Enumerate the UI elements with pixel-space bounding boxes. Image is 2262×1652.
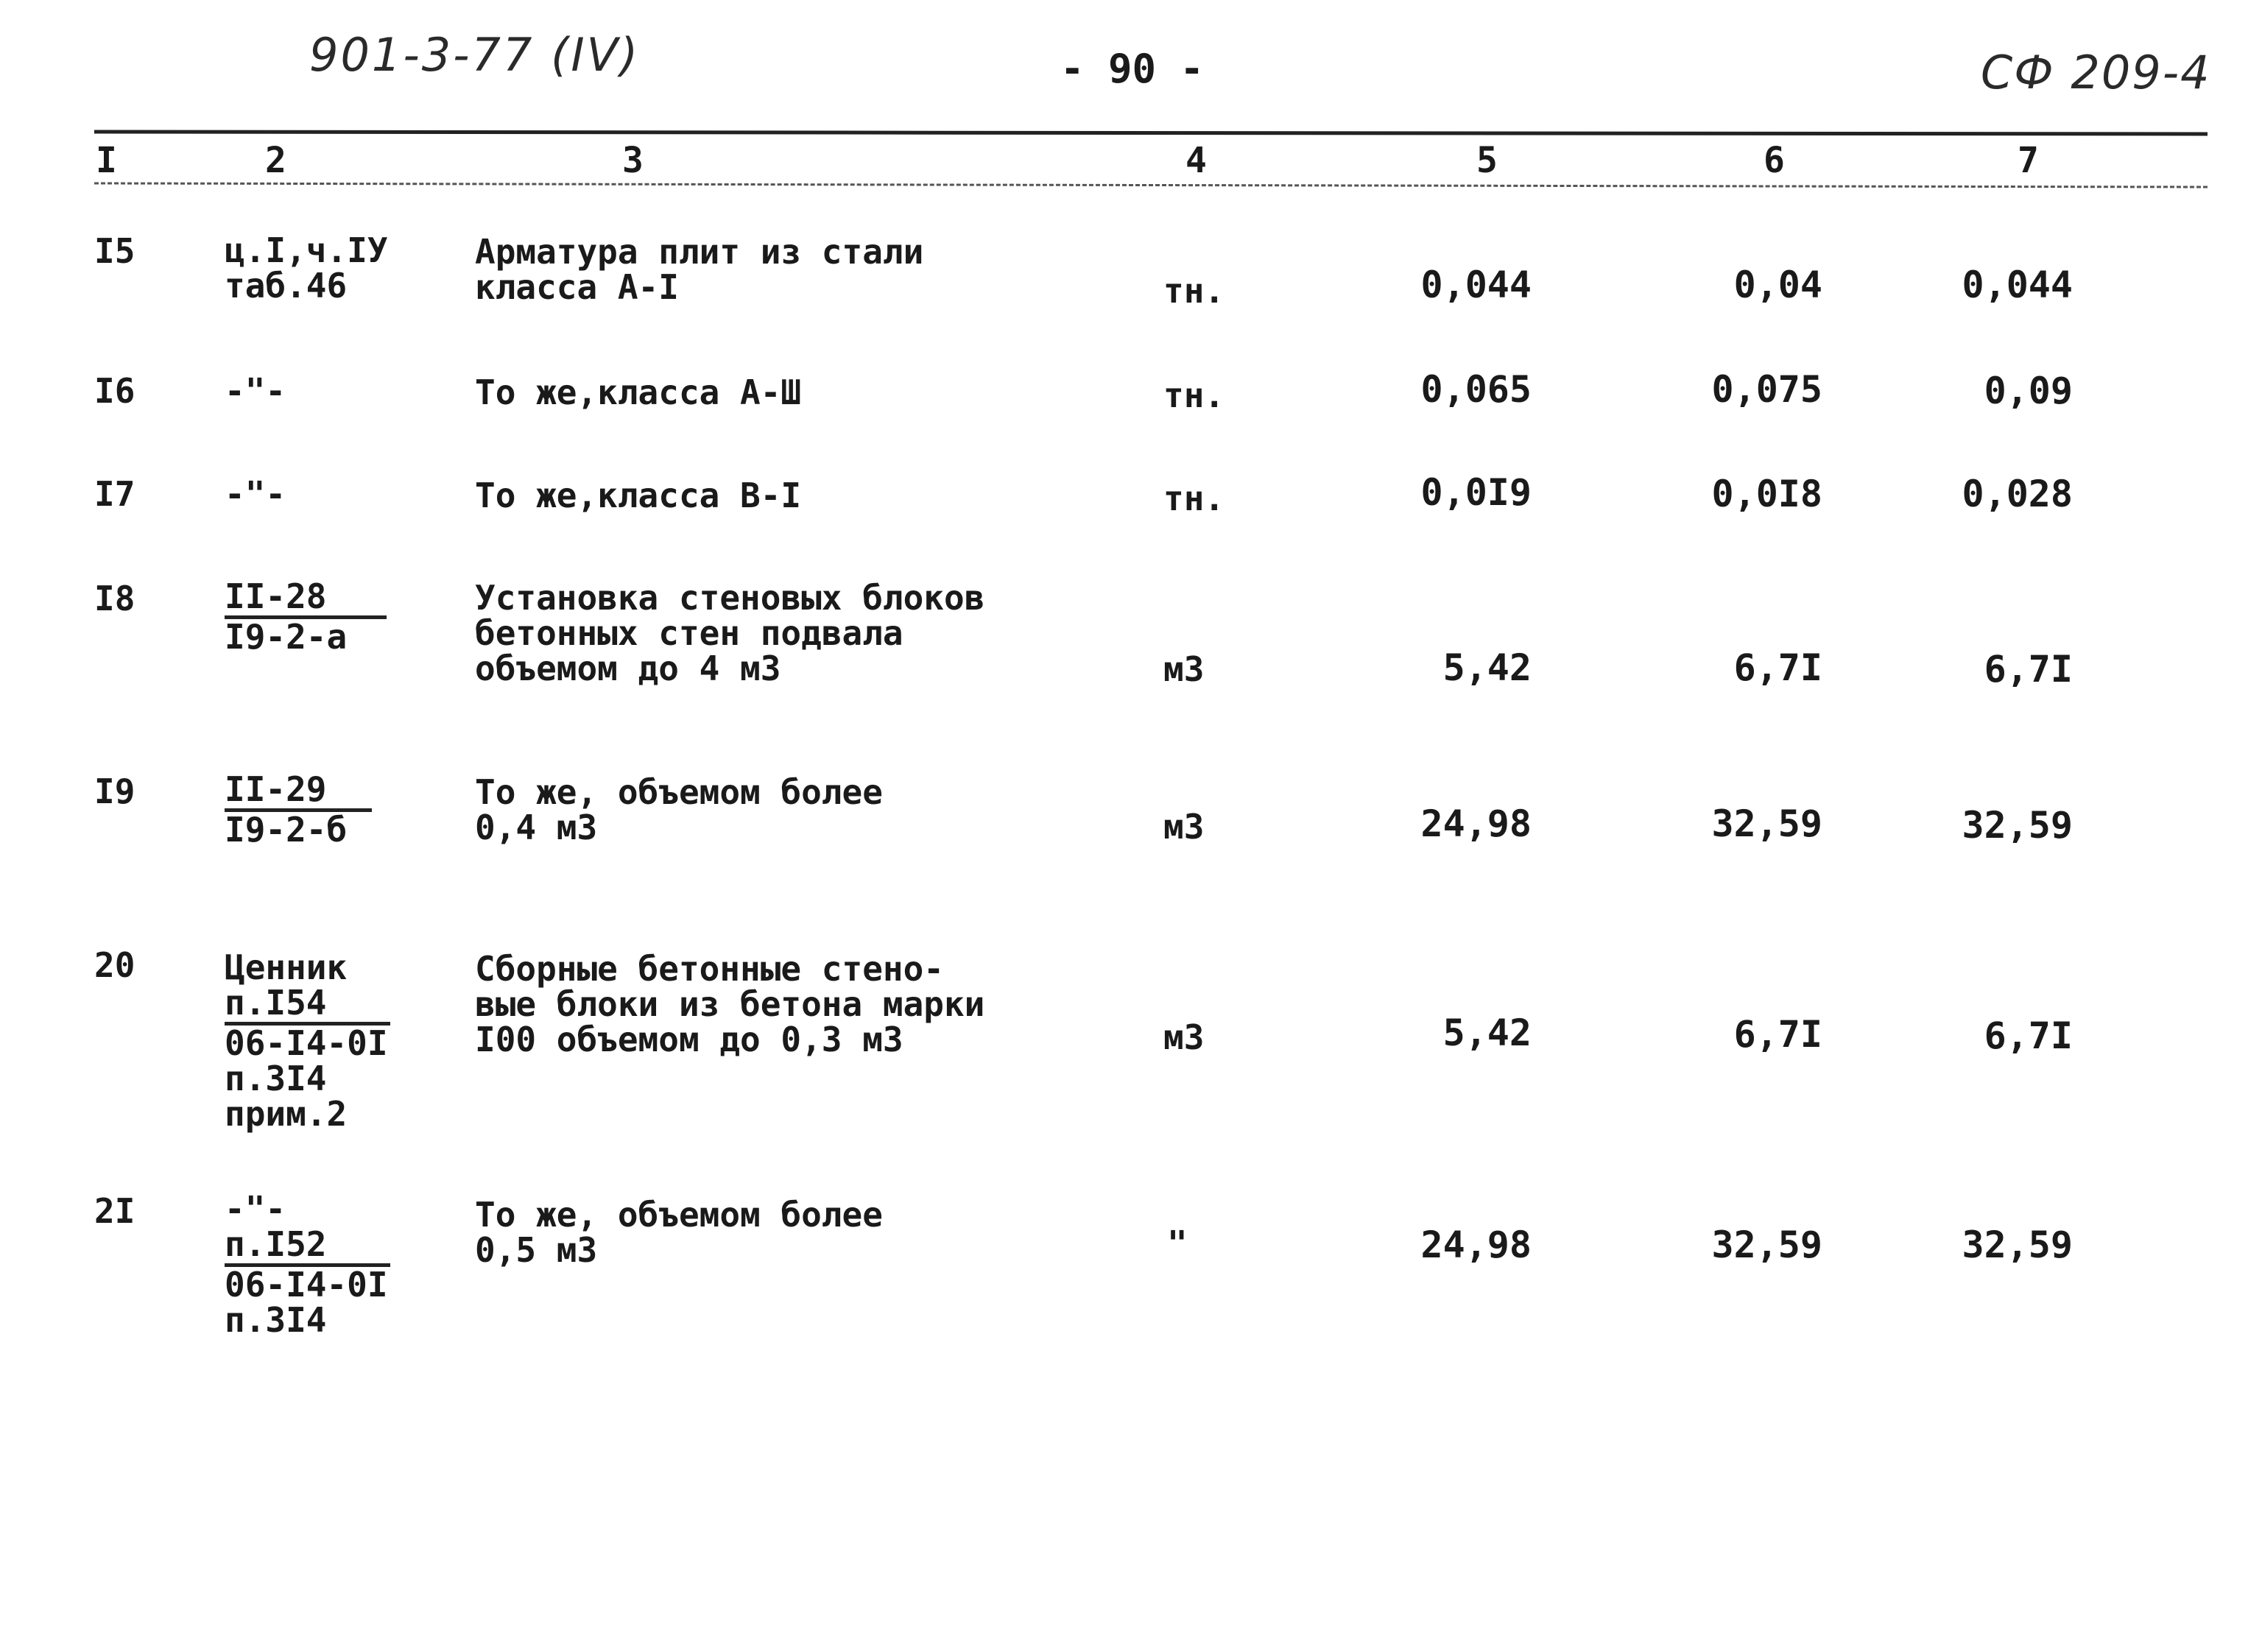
reference-line: I9-2-б xyxy=(225,810,348,850)
table-header-rule xyxy=(94,182,2208,191)
row-value-5: 24,98 xyxy=(1420,1224,1532,1266)
row-description xyxy=(475,951,984,1057)
column-header-1: I xyxy=(96,140,117,181)
row-unit: м3 xyxy=(1163,649,1205,689)
row-value-6: 0,0I8 xyxy=(1711,473,1822,515)
reference-line: п.3I4 xyxy=(225,1059,327,1098)
description-line: объемом до 4 м3 xyxy=(475,649,781,688)
document-code: 901-3-77 (IV) xyxy=(309,28,641,82)
description-line: I00 объемом до 0,3 м3 xyxy=(475,1020,903,1059)
row-number: 20 xyxy=(94,945,135,985)
row-description xyxy=(475,234,923,305)
row-value-7: 32,59 xyxy=(1962,1224,2073,1266)
row-number: I9 xyxy=(94,772,135,811)
row-description xyxy=(475,580,984,686)
reference-line: п.I54 xyxy=(225,985,390,1026)
row-value-5: 5,42 xyxy=(1442,1012,1532,1054)
description-line: Сборные бетонные стено- xyxy=(475,949,944,989)
row-value-7: 0,09 xyxy=(1984,370,2073,412)
reference-line: 06-I4-0I xyxy=(225,1265,388,1305)
row-number: 2I xyxy=(94,1191,135,1231)
row-reference xyxy=(225,769,372,850)
row-description xyxy=(475,774,883,845)
row-value-7: 32,59 xyxy=(1962,804,2073,847)
row-reference: -"- xyxy=(225,474,286,514)
page-number: - 90 - xyxy=(1060,46,1205,92)
description-line: То же, объемом более xyxy=(475,1195,883,1235)
description-line: Установка стеновых блоков xyxy=(475,578,985,618)
row-reference xyxy=(225,576,387,657)
description-line: бетонных стен подвала xyxy=(475,613,903,653)
reference-line: п.I52 xyxy=(225,1226,390,1267)
reference-line: II-29 xyxy=(225,772,372,812)
row-value-5: 24,98 xyxy=(1420,802,1532,845)
column-header-7: 7 xyxy=(2018,140,2039,181)
description-line: вые блоки из бетона марки xyxy=(475,984,985,1024)
description-line: 0,4 м3 xyxy=(475,808,598,847)
row-reference xyxy=(225,1191,390,1338)
row-description: То же,класса А-Ш xyxy=(475,373,802,412)
row-description: То же,класса В-I xyxy=(475,476,802,515)
row-value-6: 32,59 xyxy=(1711,1224,1822,1266)
row-value-6: 6,7I xyxy=(1733,646,1822,689)
row-unit: тн. xyxy=(1163,271,1225,311)
row-number: I7 xyxy=(94,474,135,514)
row-reference xyxy=(225,947,390,1134)
column-header-4: 4 xyxy=(1185,140,1207,181)
reference-line: п.3I4 xyxy=(225,1300,327,1340)
row-value-5: 0,044 xyxy=(1420,264,1532,306)
column-header-5: 5 xyxy=(1476,140,1498,181)
column-header-6: 6 xyxy=(1764,140,1785,181)
reference-line: таб.46 xyxy=(225,266,348,306)
reference-line: II-28 xyxy=(225,579,387,619)
row-value-6: 6,7I xyxy=(1733,1013,1822,1056)
reference-line: ц.I,ч.IУ xyxy=(225,230,388,270)
sheet-code: СФ 209-4 xyxy=(1981,46,2211,99)
reference-line: -"- xyxy=(225,1189,286,1229)
reference-line: Ценник xyxy=(225,947,348,987)
row-value-7: 6,7I xyxy=(1984,648,2073,691)
description-line: 0,5 м3 xyxy=(475,1230,598,1270)
row-value-6: 0,075 xyxy=(1711,368,1822,411)
table-top-rule xyxy=(94,130,2208,135)
row-value-5: 0,065 xyxy=(1420,368,1532,411)
row-number: I6 xyxy=(94,371,135,411)
row-value-6: 0,04 xyxy=(1733,264,1822,306)
description-line: То же, объемом более xyxy=(475,772,883,812)
row-unit: м3 xyxy=(1163,1017,1205,1057)
reference-line: I9-2-а xyxy=(225,617,348,657)
row-unit: м3 xyxy=(1163,807,1205,847)
row-unit: " xyxy=(1167,1224,1188,1263)
row-value-5: 5,42 xyxy=(1442,646,1532,689)
row-reference xyxy=(225,230,388,306)
row-value-7: 6,7I xyxy=(1984,1014,2073,1057)
row-value-6: 32,59 xyxy=(1711,802,1822,845)
row-description xyxy=(475,1197,883,1268)
reference-line: прим.2 xyxy=(225,1094,348,1134)
row-unit: тн. xyxy=(1163,375,1225,415)
description-line: Арматура плит из стали xyxy=(475,232,924,272)
row-value-5: 0,0I9 xyxy=(1420,471,1532,514)
row-number: I5 xyxy=(94,231,135,271)
row-reference: -"- xyxy=(225,371,286,411)
column-header-3: 3 xyxy=(622,140,644,181)
row-number: I8 xyxy=(94,579,135,618)
row-value-7: 0,044 xyxy=(1962,264,2073,306)
row-value-7: 0,028 xyxy=(1962,473,2073,515)
row-unit: тн. xyxy=(1163,479,1225,518)
description-line: класса А-I xyxy=(475,267,679,307)
reference-line: 06-I4-0I xyxy=(225,1023,388,1063)
column-header-2: 2 xyxy=(265,140,286,181)
